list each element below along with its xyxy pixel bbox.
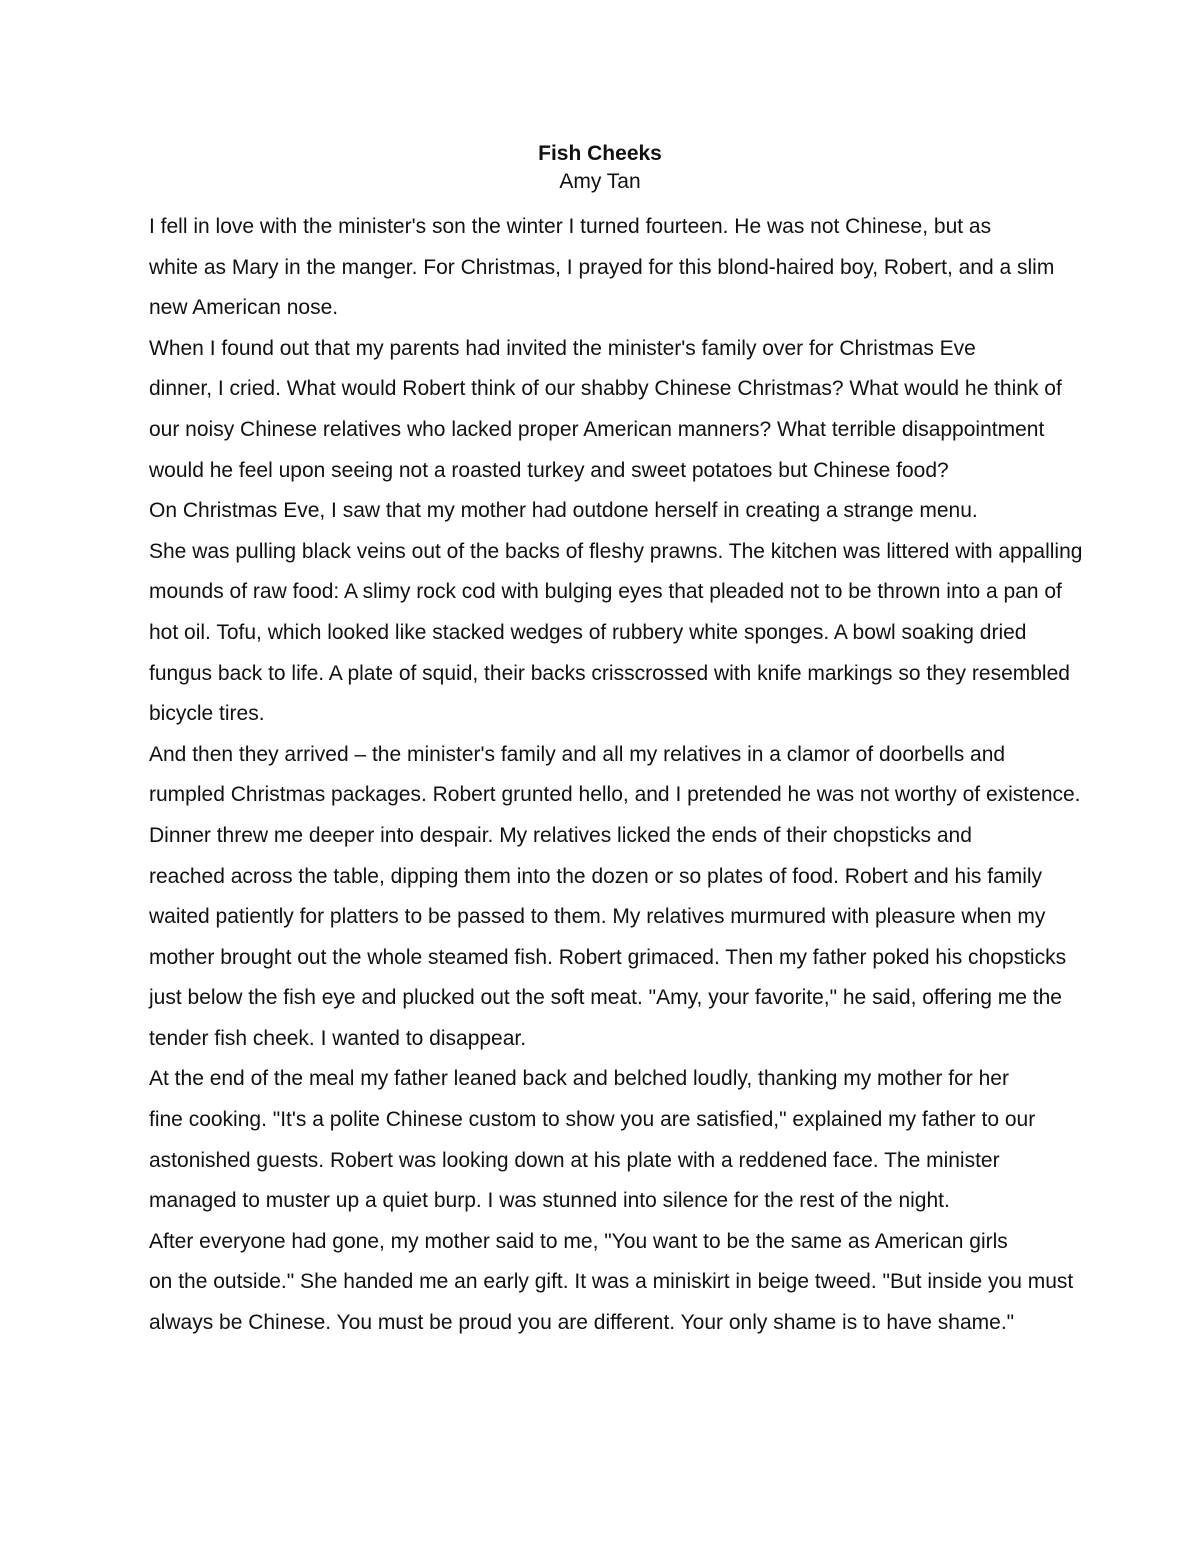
paragraph-line: fine cooking. "It's a polite Chinese custom to show you are satisfied," explained my father to our xyxy=(149,1108,1036,1132)
paragraph-line: I fell in love with the minister's son the winter I turned fourteen. He was not Chinese, but as xyxy=(149,215,992,238)
paragraph-line: just below the fish eye and plucked out the soft meat. "Amy, your favorite," he said, offering me the xyxy=(149,986,1062,1010)
paragraph-line: always be Chinese. You must be proud you are different. Your only shame is to have shame." xyxy=(149,1311,1015,1335)
paragraph-5 xyxy=(70,816,1130,1060)
paragraph-1 xyxy=(70,207,1130,329)
paragraph-line: Dinner threw me deeper into despair. My relatives licked the ends of their chopsticks and xyxy=(149,823,972,847)
paragraph-line: mounds of raw food: A slimy rock cod with bulging eyes that pleaded not to be thrown into a pan of xyxy=(149,580,1062,604)
paragraph-line: When I found out that my parents had invited the minister's family over for Christmas Eve xyxy=(149,336,976,360)
paragraph-line: And then they arrived – the minister's family and all my relatives in a clamor of doorbells and xyxy=(149,742,1006,766)
paragraph-line: new American nose. xyxy=(149,296,339,320)
paragraph-line: bicycle tires. xyxy=(149,702,265,726)
paragraph-4 xyxy=(70,735,1130,816)
paragraph-line: on the outside." She handed me an early gift. It was a miniskirt in beige tweed. "But inside you must xyxy=(149,1270,1074,1294)
paragraph-line: white as Mary in the manger. For Christmas, I prayed for this blond-haired boy, Robert, and a slim xyxy=(149,255,1055,279)
paragraph-line: At the end of the meal my father leaned back and belched loudly, thanking my mother for her xyxy=(149,1067,1009,1091)
paragraph-line: reached across the table, dipping them into the dozen or so plates of food. Robert and his family xyxy=(149,864,1043,888)
paragraph-line: our noisy Chinese relatives who lacked proper American manners? What terrible disappointment xyxy=(149,417,1045,441)
paragraph-line: After everyone had gone, my mother said to me, "You want to be the same as American girls xyxy=(149,1229,1008,1253)
document-title: Fish Cheeks xyxy=(538,142,662,165)
paragraph-line: fungus back to life. A plate of squid, their backs crisscrossed with knife markings so they resembled xyxy=(149,661,1070,685)
paragraph-2 xyxy=(70,329,1130,491)
paragraph-line: astonished guests. Robert was looking down at his plate with a reddened face. The minister xyxy=(149,1148,1000,1172)
paragraph-line: would he feel upon seeing not a roasted turkey and sweet potatoes but Chinese food? xyxy=(149,458,949,482)
paragraph-3 xyxy=(70,491,1130,735)
paragraph-line: hot oil. Tofu, which looked like stacked wedges of rubbery white sponges. A bowl soaking dried xyxy=(149,620,1027,644)
paragraph-line: waited patiently for platters to be passed to them. My relatives murmured with pleasure when my xyxy=(149,905,1046,929)
paragraph-line: She was pulling black veins out of the backs of fleshy prawns. The kitchen was littered with appalling xyxy=(149,539,1083,563)
paragraph-line: managed to muster up a quiet burp. I was stunned into silence for the rest of the night. xyxy=(149,1189,950,1213)
document-author: Amy Tan xyxy=(559,170,641,193)
paragraph-line: tender fish cheek. I wanted to disappear. xyxy=(149,1026,527,1050)
paragraph-7 xyxy=(70,1222,1130,1344)
paragraph-6 xyxy=(70,1059,1130,1221)
paragraph-line: dinner, I cried. What would Robert think of our shabby Chinese Christmas? What would he think of xyxy=(149,377,1062,401)
paragraph-line: rumpled Christmas packages. Robert grunted hello, and I pretended he was not worthy of existence. xyxy=(149,783,1081,807)
document-page xyxy=(70,140,1130,1344)
paragraph-line: mother brought out the whole steamed fish. Robert grimaced. Then my father poked his chopsticks xyxy=(149,945,1067,969)
paragraph-line: On Christmas Eve, I saw that my mother had outdone herself in creating a strange menu. xyxy=(149,499,978,523)
